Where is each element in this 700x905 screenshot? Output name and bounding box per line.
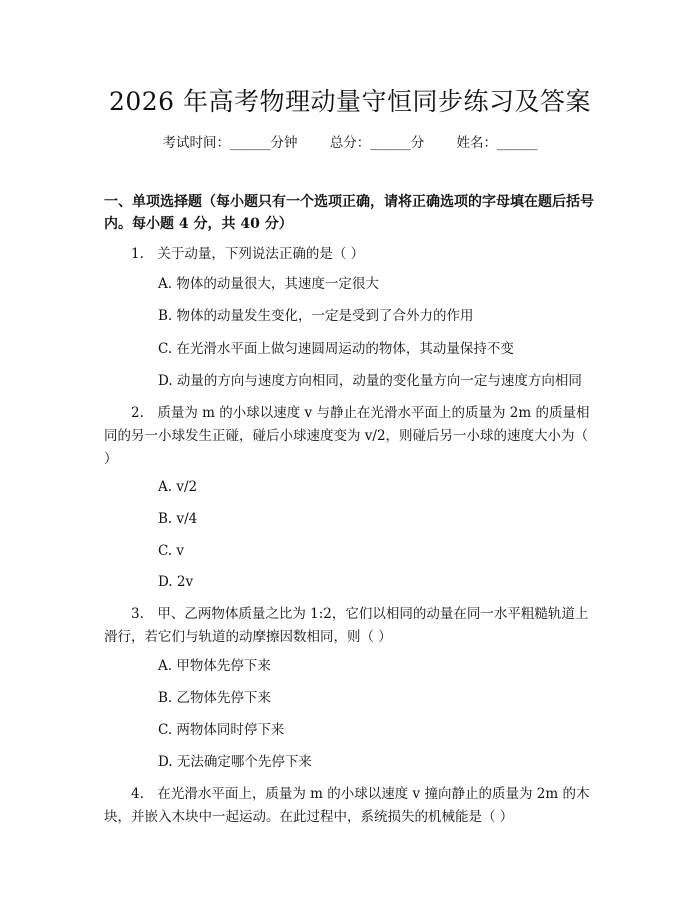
question-3-option-c bbox=[104, 720, 596, 740]
section-heading: 一、单项选择题（每小题只有一个选项正确，请将正确选项的字母填在题后括号内。每小题 4 分，共 40 分） bbox=[104, 194, 594, 232]
question-3-option-a bbox=[104, 656, 596, 676]
question-3 bbox=[104, 603, 596, 649]
question-stem: 1. 关于动量，下列说法正确的是（ ） bbox=[131, 246, 365, 262]
question-1-option-d bbox=[104, 371, 596, 391]
question-2 bbox=[104, 402, 596, 471]
exam-info bbox=[0, 131, 700, 151]
question-3-option-b bbox=[104, 688, 596, 708]
question-1-option-a bbox=[104, 274, 596, 294]
question-stem: 2. 质量为 m 的小球以速度 v 与静止在光滑水平面上的质量为 2m 的质量相同的另一小球发生正碰，碰后小球速度变为 v/2，则碰后另一小球的速度大小为（ ） bbox=[104, 405, 590, 467]
page-title: 2026 年高考物理动量守恒同步练习及答案 bbox=[108, 87, 592, 116]
question-stem: 3. 甲、乙两物体质量之比为 1:2，它们以相同的动量在同一水平粗糙轨道上滑行，若它们与轨道的动摩擦因数相同，则（ ） bbox=[104, 606, 589, 645]
option-text: A. 甲物体先停下来 bbox=[158, 658, 271, 674]
option-text: D. 动量的方向与速度方向相同，动量的变化量方向一定与速度方向相同 bbox=[158, 373, 582, 389]
question-1-option-c bbox=[104, 339, 596, 359]
option-text: D. 无法确定哪个先停下来 bbox=[158, 754, 312, 770]
question-2-option-b bbox=[104, 509, 596, 529]
student-name-field: 姓名：______ bbox=[456, 135, 538, 151]
option-text: B. v/4 bbox=[158, 511, 198, 527]
option-text: D. 2v bbox=[158, 574, 194, 590]
question-stem: 4. 在光滑水平面上，质量为 m 的小球以速度 v 撞向静止的质量为 2m 的木块，并嵌入木块中一起运动。在此过程中，系统损失的机械能是（ ） bbox=[104, 786, 590, 825]
option-text: B. 乙物体先停下来 bbox=[158, 690, 272, 706]
question-2-option-a bbox=[104, 477, 596, 497]
question-1 bbox=[104, 243, 596, 266]
total-score-field: 总分：______分 bbox=[329, 135, 425, 151]
option-text: A. v/2 bbox=[158, 479, 198, 495]
question-2-option-c bbox=[104, 541, 596, 561]
question-2-option-d bbox=[104, 572, 596, 592]
option-text: A. 物体的动量很大，其速度一定很大 bbox=[158, 276, 379, 292]
option-text: C. v bbox=[158, 543, 185, 559]
question-4 bbox=[104, 783, 596, 829]
exam-time-field: 考试时间：______分钟 bbox=[162, 135, 298, 151]
question-3-option-d bbox=[104, 752, 596, 772]
option-text: B. 物体的动量发生变化，一定是受到了合外力的作用 bbox=[158, 308, 474, 324]
option-text: C. 两物体同时停下来 bbox=[158, 722, 285, 738]
option-text: C. 在光滑水平面上做匀速圆周运动的物体，其动量保持不变 bbox=[158, 341, 514, 357]
question-1-option-b bbox=[104, 306, 596, 326]
